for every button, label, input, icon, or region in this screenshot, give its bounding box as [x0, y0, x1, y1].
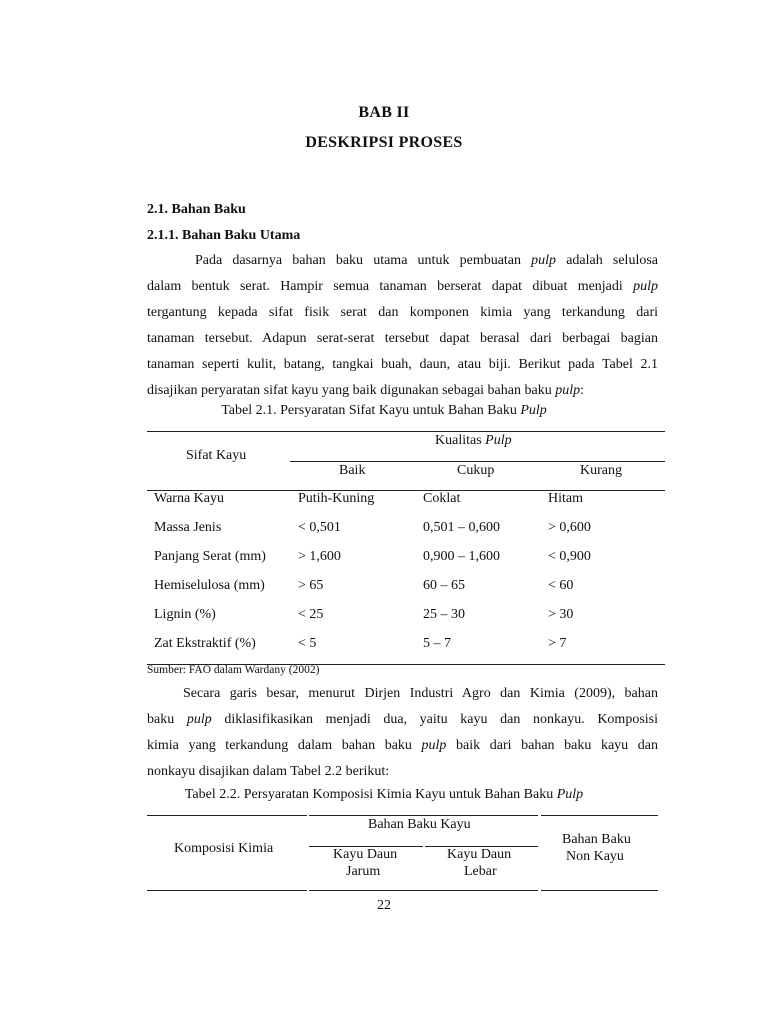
table-2-right-header: Bahan Baku — [562, 832, 631, 847]
table-cell: Warna Kayu — [154, 491, 225, 506]
table-cell: > 0,600 — [548, 520, 591, 535]
table-1-caption: Tabel 2.1. Persyaratan Sifat Kayu untuk Bahan Baku Pulp — [221, 403, 547, 418]
table-cell: 25 – 30 — [423, 607, 465, 622]
table-cell: < 60 — [548, 578, 574, 593]
table-1-top-rule — [147, 431, 665, 432]
paragraph-line: Secara garis besar, menurut Dirjen Industri Agro dan Kimia (2009), bahan — [183, 686, 658, 701]
table-cell: Hitam — [548, 491, 583, 506]
paragraph-line: baku pulp diklasifikasikan menjadi dua, yaitu kayu dan nonkayu. Komposisi — [147, 712, 658, 727]
table-2-right-header: Non Kayu — [566, 849, 624, 864]
chapter-number: BAB II — [358, 104, 410, 121]
table-2-top-rule — [309, 815, 538, 816]
table-cell: < 0,501 — [298, 520, 341, 535]
table-cell: < 25 — [298, 607, 324, 622]
table-1-group-rule — [290, 461, 665, 462]
paragraph-2 — [147, 681, 658, 785]
table-cell: > 65 — [298, 578, 324, 593]
table-2-top-rule — [541, 815, 658, 816]
table-1-source: Sumber: FAO dalam Wardany (2002) — [147, 664, 320, 676]
table-cell: 5 – 7 — [423, 636, 451, 651]
paragraph-line: disajikan peryaratan sifat kayu yang baik digunakan sebagai bahan baku pulp: — [147, 383, 584, 398]
table-2-header-rule — [147, 890, 307, 891]
table-2-subheader-broadleaf: Lebar — [464, 864, 497, 879]
paragraph-line: tanaman seperti kulit, batang, tangkai buah, daun, atau biji. Berikut pada Tabel 2.1 — [147, 357, 658, 372]
table-cell: > 30 — [548, 607, 574, 622]
table-1-header-rule — [147, 490, 665, 491]
table-cell: < 5 — [298, 636, 317, 651]
table-2-group-header: Bahan Baku Kayu — [368, 817, 471, 832]
table-cell: 60 – 65 — [423, 578, 465, 593]
table-1-column-header: Sifat Kayu — [186, 448, 247, 463]
table-2-subheader-broadleaf: Kayu Daun — [447, 847, 512, 862]
table-cell: 0,501 – 0,600 — [423, 520, 500, 535]
table-cell: Coklat — [423, 491, 461, 506]
table-2-header-rule — [541, 890, 658, 891]
table-cell: Massa Jenis — [154, 520, 222, 535]
paragraph-1 — [147, 248, 658, 404]
table-2-top-rule — [147, 815, 307, 816]
subsection-heading: 2.1.1. Bahan Baku Utama — [147, 228, 301, 243]
paragraph-line: tanaman tersebut. Adapun serat-serat tersebut dapat berasal dari berbagai bagian — [147, 331, 658, 346]
table-cell: < 0,900 — [548, 549, 591, 564]
table-1-subheader-kurang: Kurang — [580, 463, 622, 478]
table-1-subheader-baik: Baik — [339, 463, 366, 478]
table-cell: Putih-Kuning — [298, 491, 375, 506]
paragraph-line: Pada dasarnya bahan baku utama untuk pembuatan pulp adalah selulosa — [195, 253, 658, 268]
table-cell: Lignin (%) — [154, 607, 216, 622]
paragraph-line: nonkayu disajikan dalam Tabel 2.2 berikut: — [147, 764, 390, 779]
chapter-title: DESKRIPSI PROSES — [305, 134, 463, 151]
table-2-column-header: Komposisi Kimia — [174, 841, 274, 856]
table-cell: Hemiselulosa (mm) — [154, 578, 265, 593]
paragraph-line: kimia yang terkandung dalam bahan baku pulp baik dari bahan baku kayu dan — [147, 738, 658, 753]
page-number: 22 — [377, 898, 391, 913]
paragraph-line: dalam bentuk serat. Hampir semua tanaman berserat dapat dibuat menjadi pulp — [147, 279, 658, 294]
table-cell: > 1,600 — [298, 549, 341, 564]
table-2-subheader-needle: Kayu Daun — [333, 847, 398, 862]
table-2-caption: Tabel 2.2. Persyaratan Komposisi Kimia Kayu untuk Bahan Baku Pulp — [184, 787, 584, 802]
table-cell: Zat Ekstraktif (%) — [154, 636, 256, 651]
table-cell: > 7 — [548, 636, 567, 651]
table-cell: 0,900 – 1,600 — [423, 549, 500, 564]
table-1-group-header: Kualitas Pulp — [435, 433, 512, 448]
section-heading: 2.1. Bahan Baku — [147, 202, 246, 217]
table-cell: Panjang Serat (mm) — [154, 549, 266, 564]
table-1-subheader-cukup: Cukup — [457, 463, 495, 478]
paragraph-line: tergantung kepada sifat fisik serat dan komponen kimia yang terkandung dari — [147, 305, 658, 320]
table-2-header-rule — [309, 890, 538, 891]
table-2-subheader-needle: Jarum — [346, 864, 381, 879]
